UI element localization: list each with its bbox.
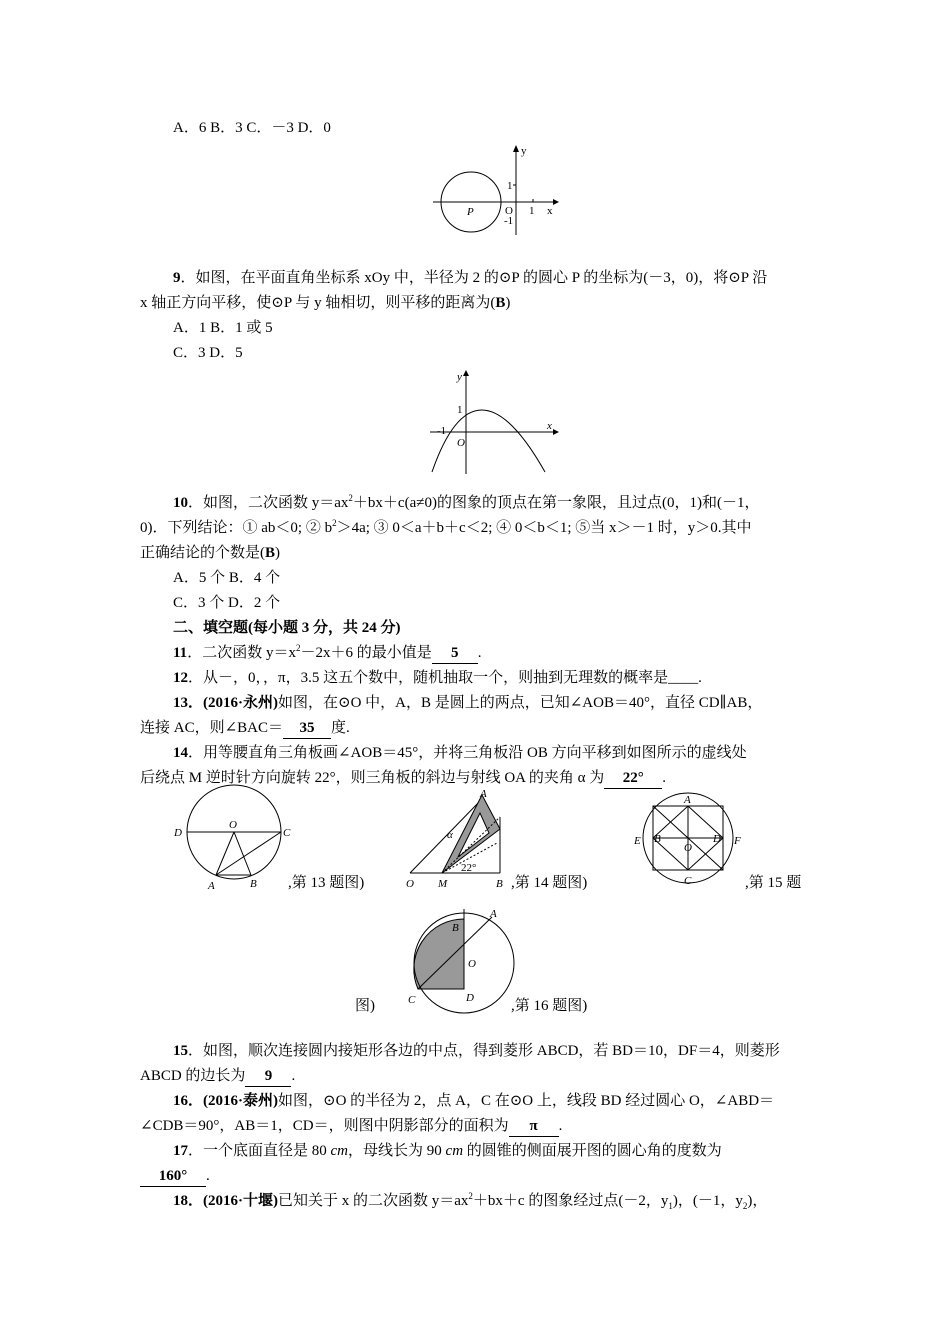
q13-number: 13 (173, 695, 188, 711)
q9-text2: x 轴正方向平移，使⊙P 与 y 轴相切，则平移的距离为( (140, 295, 496, 311)
q12-number: 12 (173, 670, 188, 686)
q10-line3 (140, 543, 280, 563)
q9-options1: A．1 B．1 或 5 (173, 320, 273, 336)
q9-text2-end: ) (505, 295, 511, 311)
q9-answer: B (495, 295, 506, 311)
fig14-o: O (406, 878, 414, 890)
q9-text1: ．如图，在平面直角坐标系 xOy 中，半径为 2 的⊙P 的圆心 P 的坐标为(－3，0)，将⊙P 沿 (180, 270, 768, 286)
fig15-o: O (684, 842, 692, 854)
q10-text2a: 0)．下列结论：① ab＜0; ② b (140, 520, 333, 536)
q9-fig-o: O (505, 205, 513, 217)
q18-text-d: )， (747, 1193, 768, 1209)
q17-text2-end: . (206, 1168, 210, 1184)
q9-fig-neg-one: -1 (504, 215, 514, 227)
q14-line1 (173, 743, 747, 763)
q13-source: ．(2016·永州) (188, 695, 278, 711)
fig13-a: A (208, 880, 215, 892)
q13-text2-end: 度. (331, 720, 350, 736)
q17-text1c: 的圆锥的侧面展开图的圆心角的度数为 (463, 1143, 722, 1159)
q15-line2 (140, 1066, 295, 1087)
q15-answer: 9 (245, 1066, 291, 1087)
q18-sub2: 2 (742, 1201, 748, 1211)
q15-text1: ．如图，顺次连接圆内接矩形各边的中点，得到菱形 ABCD，若 BD＝10，DF＝4，则菱形 (188, 1043, 780, 1059)
q9-fig-p: P (467, 206, 474, 218)
q10-exp1: 2 (348, 493, 353, 503)
q10-answer: B (265, 545, 276, 561)
q16-text2-end: . (558, 1118, 563, 1134)
q9-fig-one-x: 1 (529, 205, 535, 217)
q18-exp: 2 (468, 1191, 473, 1201)
q15-text2: ABCD 的边长为 (140, 1068, 246, 1084)
fig15-b: B (654, 833, 661, 845)
q10-text1b: ＋bx＋c(a≠0)的图象的顶点在第一象限，且过点(0，1)和(－1， (352, 495, 760, 511)
q9-number: 9 (173, 270, 181, 286)
fig15-d: D (713, 833, 721, 845)
fig16-c: C (408, 994, 416, 1006)
fig13-caption: ,第 13 题图) (288, 875, 365, 891)
fig16-caption: ,第 16 题图) (511, 998, 588, 1014)
fig15-a: A (684, 794, 691, 806)
q15-number: 15 (173, 1043, 188, 1059)
fig15-figure (630, 790, 750, 890)
q11-answer: 5 (432, 643, 478, 664)
q13-text1: 如图，在⊙O 中，A，B 是圆上的两点，已知∠AOB＝40°，直径 CD∥AB， (278, 695, 763, 711)
q17-answer: 160° (140, 1166, 206, 1187)
q10-line1 (173, 493, 759, 513)
q15-line1 (173, 1041, 780, 1061)
section-2-heading: 二、填空题(每小题 3 分，共 24 分) (173, 620, 401, 636)
q16-text2: ∠CDB＝90°，AB＝1，CD＝，则图中阴影部分的面积为 (140, 1118, 509, 1134)
q12-end: . (698, 670, 702, 686)
fig14-a: A (480, 788, 487, 800)
q16-answer: π (509, 1116, 559, 1137)
q10-text3: 正确结论的个数是( (140, 545, 265, 561)
q16-source: ．(2016·泰州) (188, 1093, 278, 1109)
q13-line2 (140, 718, 350, 739)
q12-text: ．从－，0，，π，3.5 这五个数中，随机抽取一个，则抽到无理数的概率是 (188, 670, 669, 686)
q10-fig-neg-one: -1 (437, 425, 447, 437)
q17-number: 17 (173, 1143, 188, 1159)
q10-number: 10 (173, 495, 188, 511)
q10-exp2: 2 (332, 518, 337, 528)
q9-fig-x: x (547, 205, 553, 217)
q11-exp: 2 (295, 643, 301, 653)
q17-unit2: cm (445, 1143, 464, 1159)
q15-text2-end: . (291, 1068, 296, 1084)
q11-text-c: . (477, 645, 482, 661)
q10-fig-one: 1 (457, 404, 463, 416)
fig15-f: F (734, 835, 741, 847)
q14-text2-end: . (662, 770, 667, 786)
q12-blank: ____ (668, 670, 699, 686)
q14-text1: ．用等腰直角三角板画∠AOB＝45°，并将三角板沿 OB 方向平移到如图所示的虚线处 (188, 745, 747, 761)
fig16-figure (400, 905, 520, 1005)
fig14-alpha: α (447, 829, 453, 841)
fig13-o: O (229, 819, 237, 831)
q11-number: 11 (173, 645, 188, 661)
q17-unit1: cm (330, 1143, 349, 1159)
fig13-d: D (174, 827, 182, 839)
q17-text1a: ．一个底面直径是 80 (188, 1143, 331, 1159)
q14-answer: 22° (604, 768, 662, 789)
q9-fig-y: y (521, 145, 527, 157)
fig14-caption: ,第 14 题图) (511, 875, 588, 891)
q18-source: ．(2016·十堰) (188, 1193, 278, 1209)
q14-text2: 后绕点 M 逆时针方向旋转 22°，则三角板的斜边与射线 OA 的夹角 α 为 (140, 770, 605, 786)
q11 (173, 643, 481, 664)
q18-text-b: ＋bx＋c 的图象经过点(－2，y (472, 1193, 669, 1209)
q10-text2b: ＞4a; ③ 0＜a＋b＋c＜2; ④ 0＜b＜1; ⑤当 x＞－1 时，y＞0.其中 (336, 520, 752, 536)
fig15-caption-b: 图) (355, 998, 375, 1014)
fig13-figure (170, 785, 300, 895)
fig15-e: E (634, 835, 641, 847)
fig16-d: D (466, 992, 474, 1004)
q16-text1: 如图，⊙O 的半径为 2，点 A，C 在⊙O 上，线段 BD 经过圆心 O，∠ABD＝ (278, 1093, 775, 1109)
q10-text1a: ．如图，二次函数 y＝ax (188, 495, 349, 511)
q12 (173, 668, 702, 688)
q10-fig-y: y (457, 371, 462, 383)
q11-text-a: ．二次函数 y＝x (187, 645, 296, 661)
q18-line1 (173, 1191, 767, 1211)
q13-line1 (173, 693, 762, 713)
q14-number: 14 (173, 745, 188, 761)
q10-line2 (140, 518, 752, 538)
fig16-o: O (468, 958, 476, 970)
q18-sub1: 1 (668, 1201, 673, 1211)
q16-line1 (173, 1091, 774, 1111)
q9-options2: C．3 D．5 (173, 345, 243, 361)
fig14-m: M (438, 878, 448, 890)
q10-text3-end: ) (275, 545, 281, 561)
fig13-c: C (283, 827, 291, 839)
q18-text-c: )，(－1，y (672, 1193, 743, 1209)
q10-figure (425, 368, 565, 478)
q18-text-a: 已知关于 x 的二次函数 y＝ax (278, 1193, 469, 1209)
fig16-a: A (490, 908, 497, 920)
q9-fig-one-y: 1 (507, 180, 513, 192)
q16-line2 (140, 1116, 562, 1137)
q9-figure (425, 140, 565, 240)
q13-text2: 连接 AC，则∠BAC＝ (140, 720, 283, 736)
q8-options: A．6 B．3 C．－3 D．0 (173, 120, 331, 136)
q10-fig-x: x (547, 420, 552, 432)
fig14-figure (400, 785, 520, 895)
q18-number: 18 (173, 1193, 188, 1209)
fig16-b: B (452, 922, 459, 934)
q17-line2 (140, 1166, 210, 1187)
q11-text-b: －2x＋6 的最小值是 (300, 645, 432, 661)
q9-line1 (173, 268, 767, 288)
q13-answer: 35 (283, 718, 331, 739)
q9-line2 (140, 293, 510, 313)
fig15-caption-a: ,第 15 题 (745, 875, 802, 891)
fig14-b: B (496, 878, 503, 890)
q16-number: 16 (173, 1093, 188, 1109)
q17-text1b: ，母线长为 90 (348, 1143, 446, 1159)
q10-fig-o: O (457, 437, 465, 449)
fig15-c: C (684, 875, 692, 887)
q10-options2: C．3 个 D．2 个 (173, 595, 281, 611)
q17-line1 (173, 1141, 722, 1161)
fig14-angle: 22° (461, 862, 477, 874)
fig13-b: B (250, 878, 257, 890)
q10-options1: A．5 个 B．4 个 (173, 570, 281, 586)
